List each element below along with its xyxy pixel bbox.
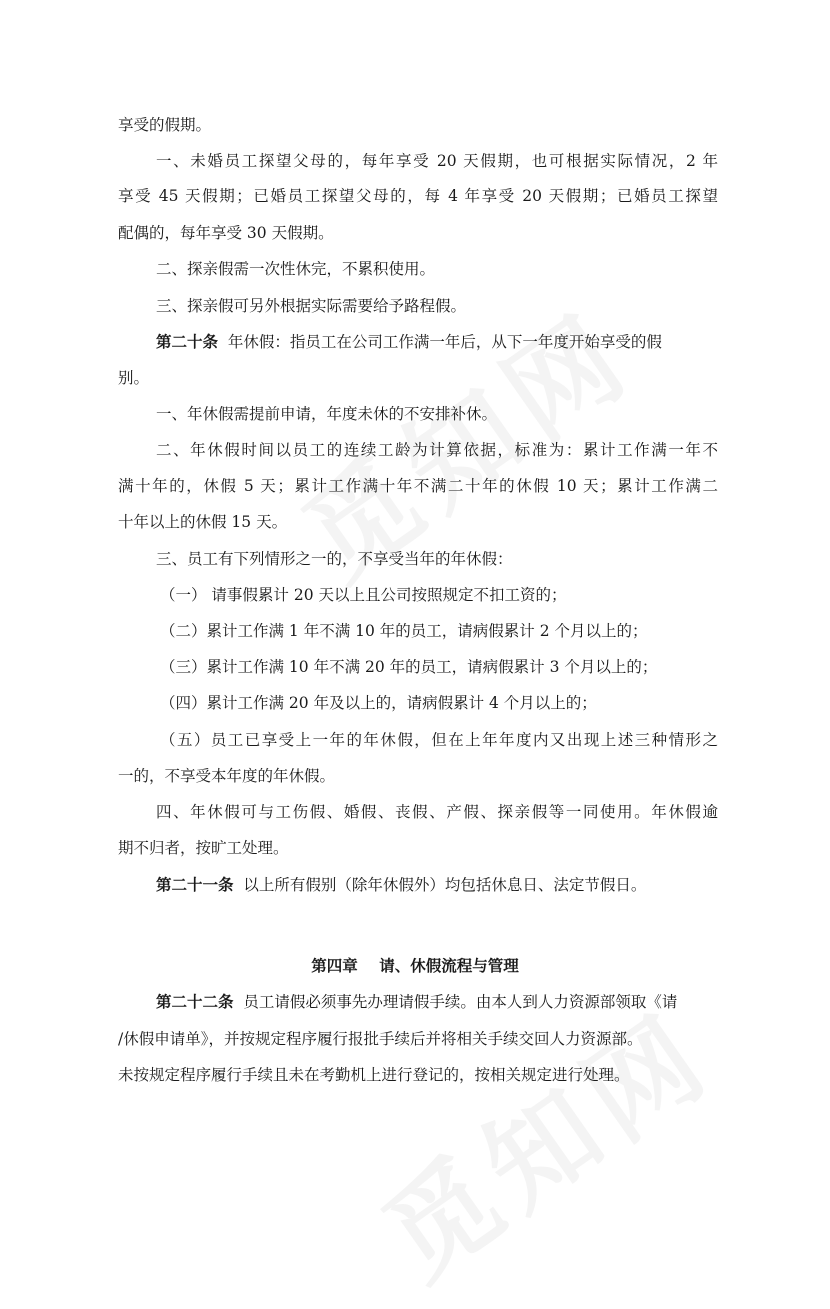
watermark	[348, 969, 738, 1308]
text-line: 期不归者，按旷工处理。	[118, 839, 289, 857]
list-item: （二）累计工作满 1 年不满 10 年的员工，请病假累计 2 个月以上的；	[160, 622, 648, 640]
text-line: 二、年休假时间以员工的连续工龄为计算依据，标准为：累计工作满一年不	[156, 441, 718, 459]
text-line: 未按规定程序履行手续且未在考勤机上进行登记的，按相关规定进行处理。	[118, 1066, 630, 1084]
article-number: 第二十二条	[156, 992, 234, 1011]
text-line: 一、年休假需提前申请，年度未休的不安排补休。	[156, 405, 498, 423]
text-line: 二、探亲假需一次性休完，不累积使用。	[156, 260, 436, 278]
text-line: 享受 45 天假期；已婚员工探望父母的，每 4 年享受 20 天假期；已婚员工探望	[118, 187, 718, 205]
text-line: 别。	[118, 369, 150, 387]
text-line: 一、未婚员工探望父母的，每年享受 20 天假期，也可根据实际情况，2 年	[156, 152, 718, 170]
article-paragraph	[156, 874, 718, 896]
article-paragraph	[156, 991, 718, 1013]
text-line: 满十年的，休假 5 天；累计工作满十年不满二十年的休假 10 天；累计工作满二	[118, 477, 718, 495]
list-item: （一） 请事假累计 20 天以上且公司按照规定不扣工资的；	[160, 586, 567, 604]
text-line: 三、员工有下列情形之一的，不享受当年的年休假：	[156, 550, 513, 568]
article-text: 员工请假必须事先办理请假手续。由本人到人力资源部领取《请	[243, 993, 678, 1011]
text-line: /休假申请单》，并按规定程序履行报批手续后并将相关手续交回人力资源部。	[118, 1030, 643, 1048]
article-text: 以上所有假别（除年休假外）均包括休息日、法定节假日。	[243, 876, 647, 894]
text-line: 配偶的，每年享受 30 天假期。	[118, 224, 334, 242]
article-number: 第二十一条	[156, 875, 234, 894]
article-text: 年休假：指员工在公司工作满一年后，从下一年度开始享受的假	[227, 333, 662, 351]
text-line: 一的，不享受本年度的年休假。	[118, 767, 336, 785]
text-line: 十年以上的休假 15 天。	[118, 513, 288, 531]
article-paragraph	[156, 331, 718, 353]
text-line: 享受的假期。	[118, 116, 212, 134]
article-number: 第二十条	[156, 332, 219, 351]
chapter-heading: 第四章 请、休假流程与管理	[311, 956, 519, 975]
text-line: 四、年休假可与工伤假、婚假、丧假、产假、探亲假等一同使用。年休假逾	[156, 803, 718, 821]
text-line: 三、探亲假可另外根据实际需要给予路程假。	[156, 297, 467, 315]
list-item: （四）累计工作满 20 年及以上的，请病假累计 4 个月以上的；	[160, 694, 597, 712]
list-item: （三）累计工作满 10 年不满 20 年的员工，请病假累计 3 个月以上的；	[160, 658, 658, 676]
list-item: （五）员工已享受上一年的年休假，但在上年年度内又出现上述三种情形之	[160, 731, 718, 749]
